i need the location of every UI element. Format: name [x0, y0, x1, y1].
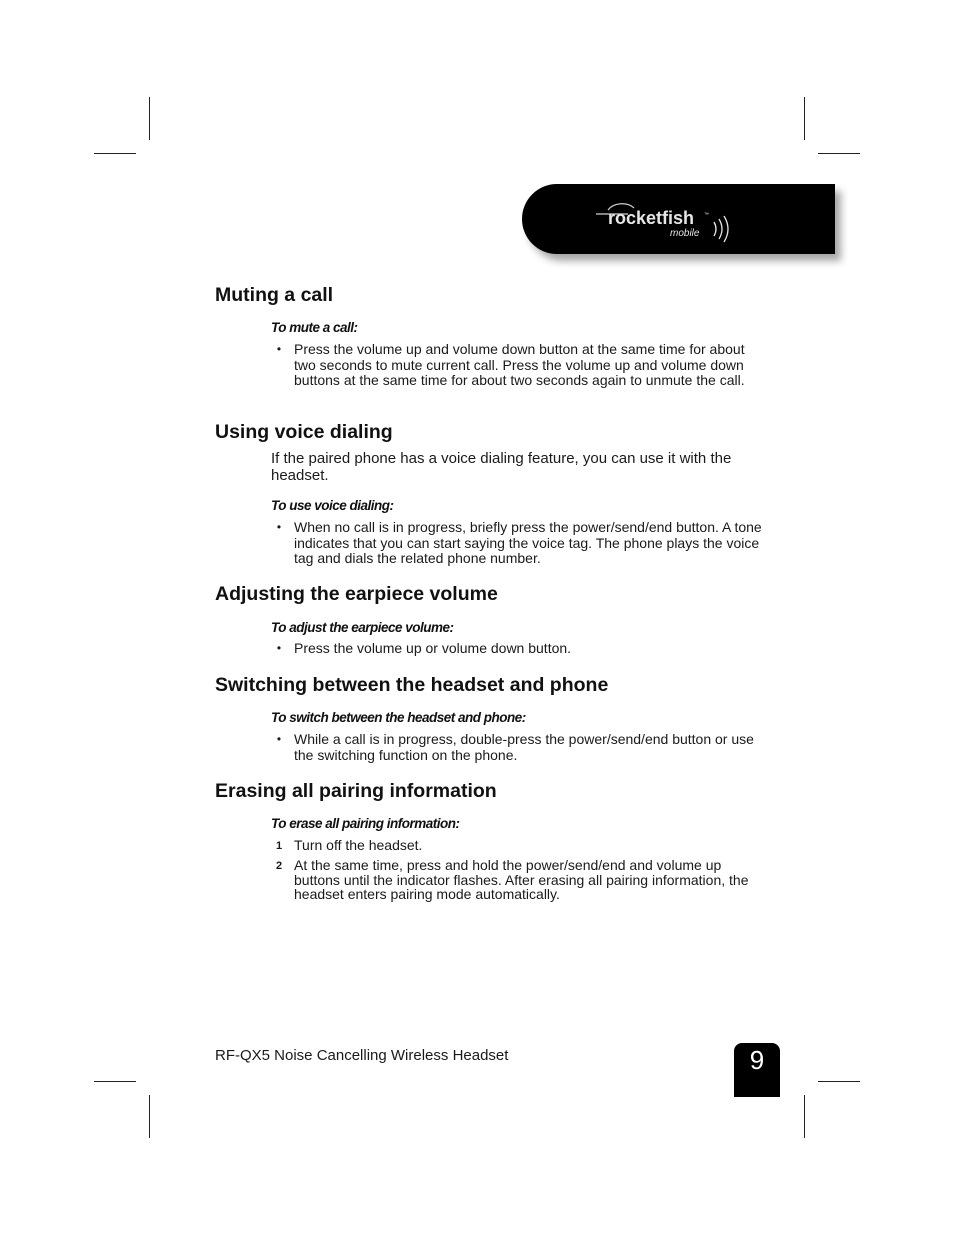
procedure-heading-voice-dialing: To use voice dialing: — [271, 498, 394, 513]
crop-mark — [804, 1095, 805, 1138]
page-number: 9 — [734, 1043, 780, 1097]
section-title-switching: Switching between the headset and phone — [215, 674, 609, 696]
crop-mark — [818, 153, 860, 154]
bullet-marker: • — [276, 520, 282, 534]
procedure-heading-erasing: To erase all pairing information: — [271, 816, 460, 831]
section-title-muting: Muting a call — [215, 284, 334, 306]
footer-product-name: RF-QX5 Noise Cancelling Wireless Headset — [215, 1047, 509, 1064]
crop-mark — [804, 97, 805, 140]
list-item — [271, 732, 766, 763]
section-title-erasing: Erasing all pairing information — [215, 780, 497, 802]
list-item-text: Press the volume up and volume down button at the same time for about two seconds to mute current call. Press the volume up and volume down buttons at the same time for about two seconds again to unmute the call. — [294, 341, 745, 388]
step-text: Turn off the headset. — [294, 837, 423, 853]
logo-trademark: ™ — [704, 212, 709, 218]
step-text: At the same time, press and hold the power/send/end and volume up buttons until the indicator flashes. After erasing all pairing information, the headset enters pairing mode automatically. — [294, 857, 749, 902]
crop-mark — [149, 97, 150, 140]
list-item — [271, 641, 766, 657]
bullet-marker: • — [276, 342, 282, 356]
crop-mark — [818, 1081, 860, 1082]
logo-wordmark: rocketfish — [608, 208, 695, 228]
section-title-voice-dialing: Using voice dialing — [215, 421, 393, 443]
crop-mark — [149, 1095, 150, 1138]
procedure-heading-mute: To mute a call: — [271, 320, 358, 335]
list-item — [271, 520, 766, 567]
list-item-text: When no call is in progress, briefly press the power/send/end button. A tone indicates that you can start saying the voice tag. The phone plays the voice tag and dials the related phone number. — [294, 519, 762, 566]
logo-subtitle: mobile — [670, 228, 700, 239]
step-number: 1 — [275, 840, 283, 852]
procedure-heading-volume: To adjust the earpiece volume: — [271, 620, 454, 635]
brand-header — [522, 184, 835, 254]
list-item — [271, 342, 766, 389]
procedure-heading-switching: To switch between the headset and phone: — [271, 710, 526, 725]
step-number: 2 — [275, 860, 283, 872]
crop-mark — [94, 153, 136, 154]
rocketfish-mobile-logo — [594, 198, 814, 246]
numbered-step — [271, 838, 766, 854]
section-intro: If the paired phone has a voice dialing feature, you can use it with the headset. — [271, 450, 732, 484]
numbered-step — [271, 858, 766, 902]
list-item-text: Press the volume up or volume down button. — [294, 640, 572, 656]
bullet-marker: • — [276, 641, 282, 655]
crop-mark — [94, 1081, 136, 1082]
bullet-marker: • — [276, 732, 282, 746]
section-title-earpiece-volume: Adjusting the earpiece volume — [215, 583, 498, 605]
list-item-text: While a call is in progress, double-press the power/send/end button or use the switching function on the phone. — [294, 731, 754, 763]
